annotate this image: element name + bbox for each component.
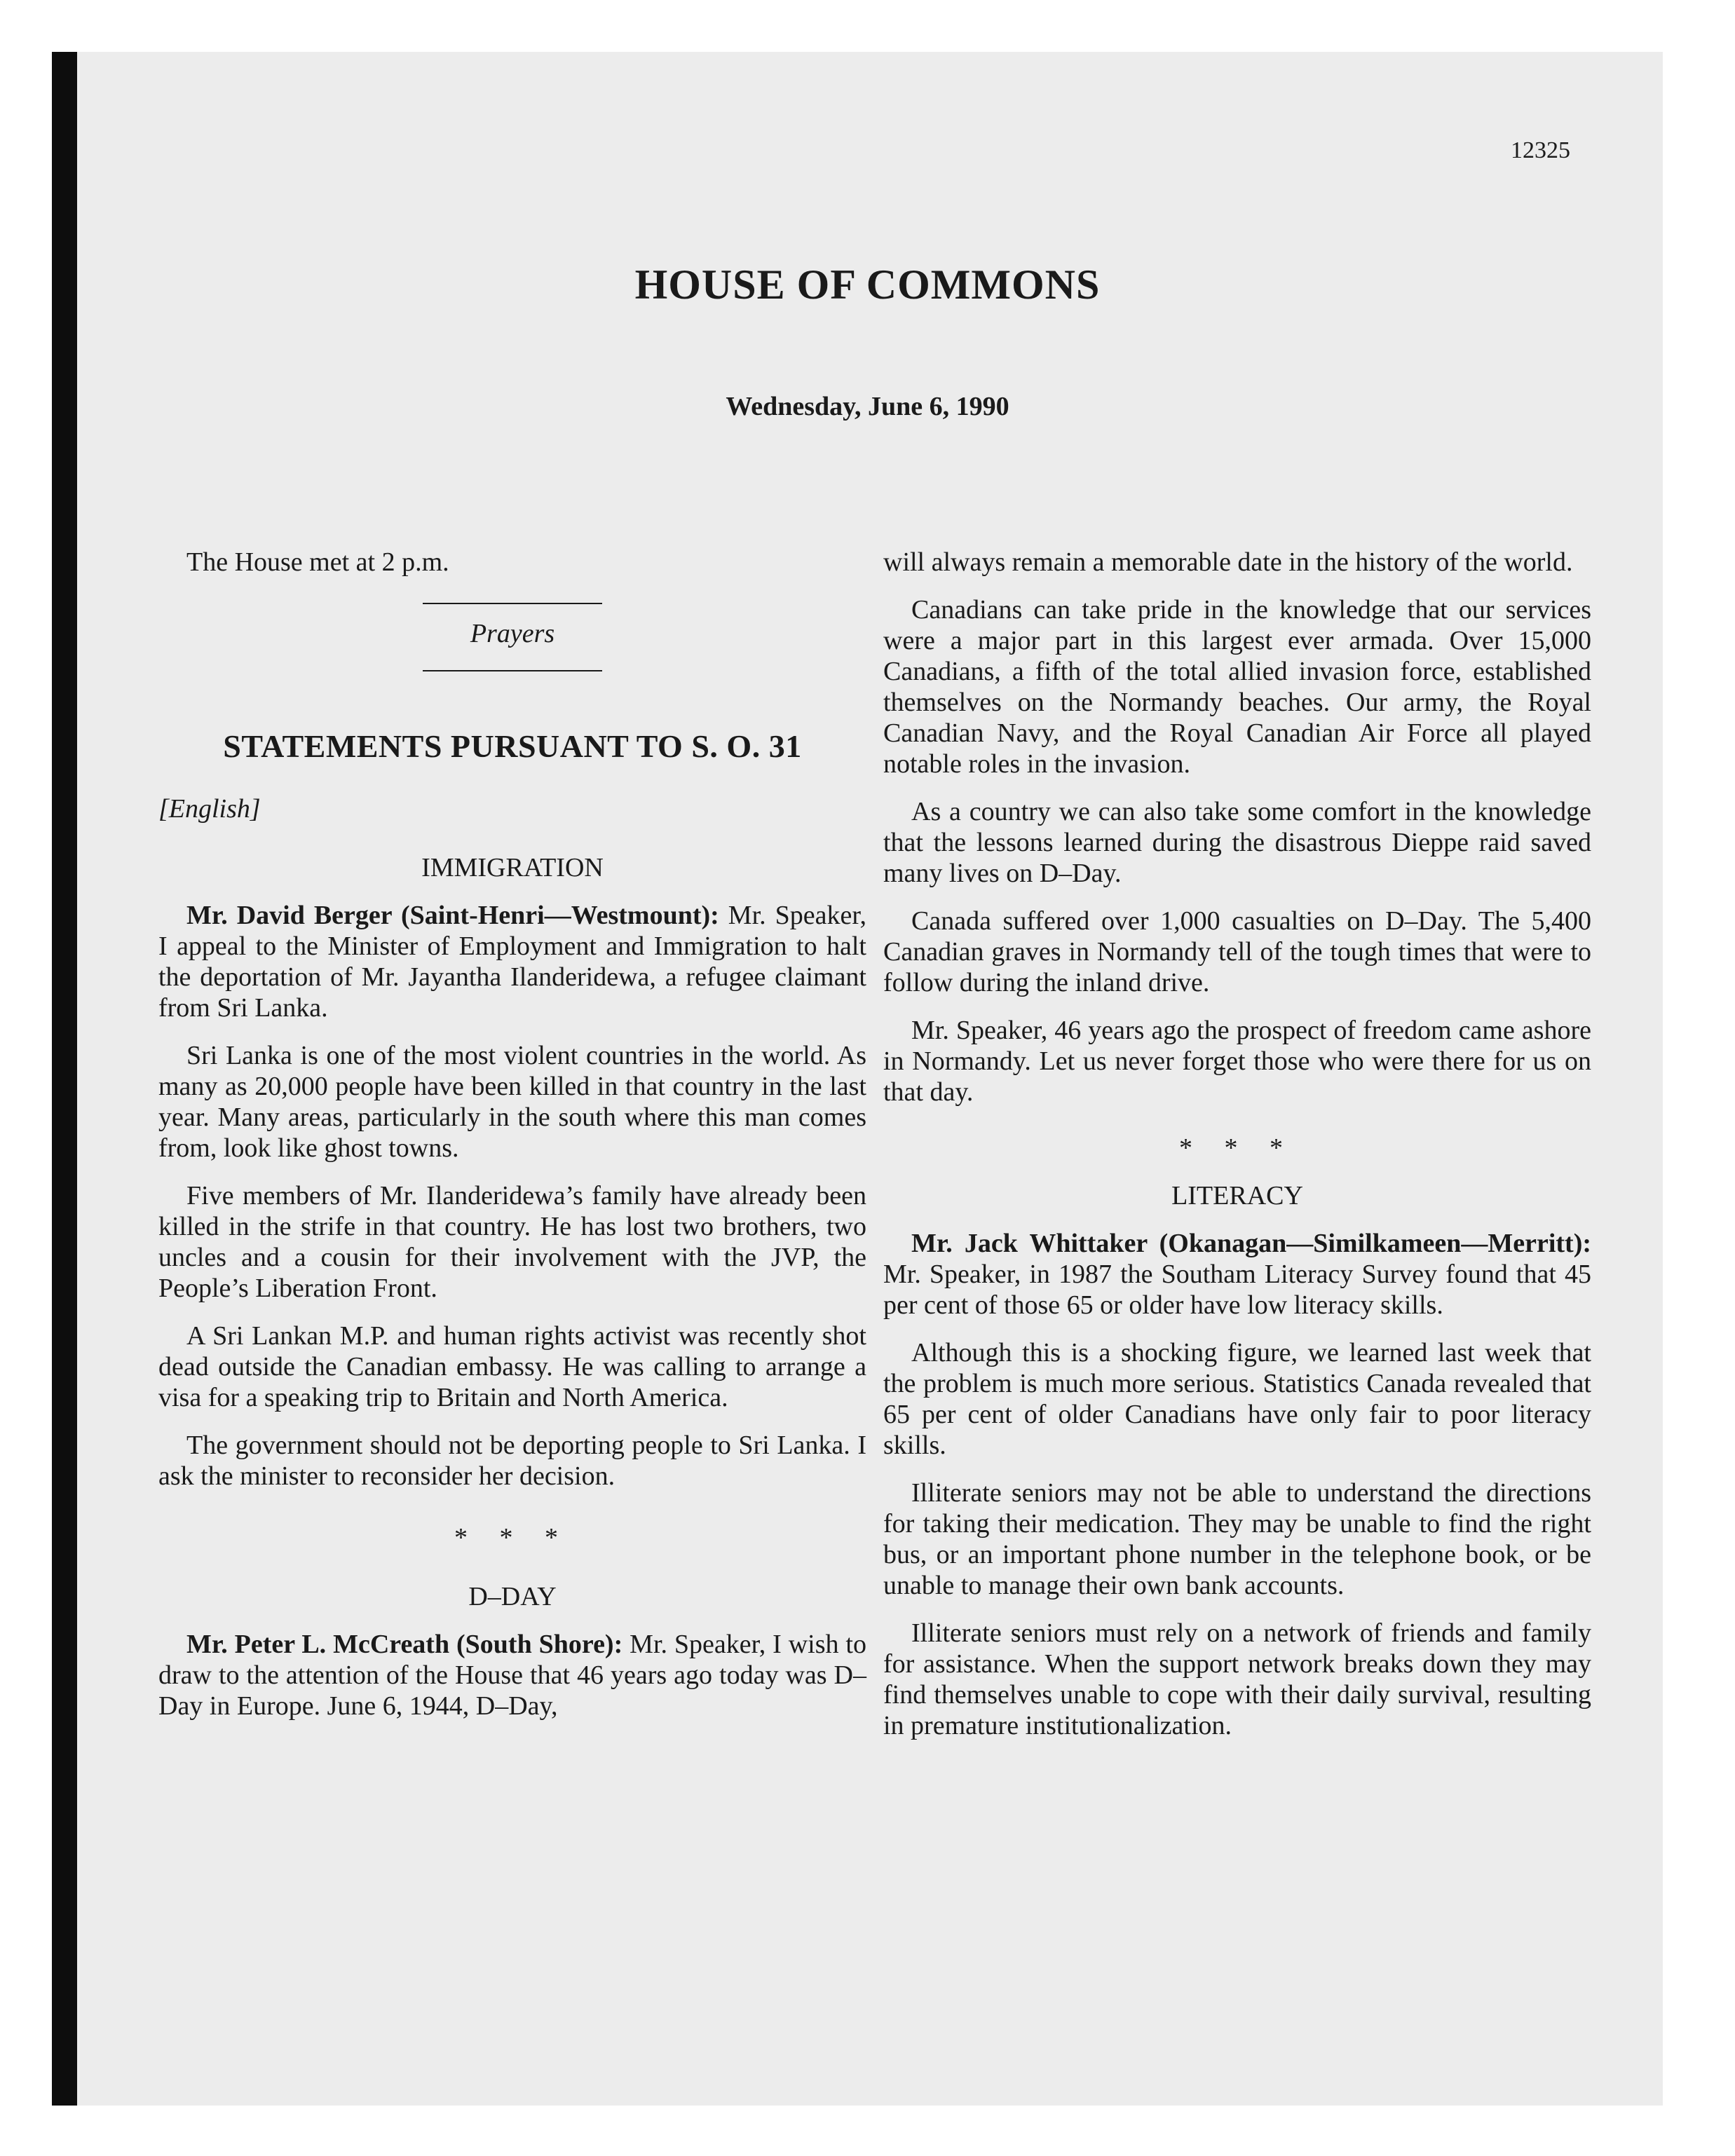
section-separator: * * * [1179, 1133, 1295, 1163]
section-heading: STATEMENTS PURSUANT TO S. O. 31 [223, 728, 802, 764]
statement-paragraph: Canada suffered over 1,000 casualties on D–Day. The 5,400 Canadian graves in Normandy tell of the tough times that were to follow during the inland drive. [883, 906, 1591, 997]
language-tag: [English] [158, 794, 261, 824]
subject-heading-literacy: LITERACY [1171, 1181, 1303, 1210]
subject-heading-immigration: IMMIGRATION [421, 853, 604, 882]
sitting-date: Wednesday, June 6, 1990 [726, 392, 1009, 421]
statement-paragraph [158, 1629, 866, 1721]
statement-paragraph: Five members of Mr. Ilanderidewa’s family have already been killed in the strife in that country. He has lost two brothers, two uncles and a cousin for their involvement with the JVP, the People’s Liberation Front. [158, 1181, 866, 1303]
statement-text: Mr. Speaker, in 1987 the Southam Literacy Survey found that 45 per cent of those 65 or older have low literacy skills. [883, 1260, 1591, 1320]
statement-text: Mr. Speaker, I wish to draw to the attention of the House that 46 years ago today was D–Day in Europe. June 6, 1944, D–Day, [158, 1630, 866, 1721]
binding-edge [52, 52, 77, 2106]
page-number: 12325 [1511, 137, 1570, 163]
statement-paragraph: Canadians can take pride in the knowledge that our services were a major part in this largest ever armada. Over 15,000 Canadians, a fifth of the total allied invasion force, established themselves on the Normandy beaches. Our army, the Royal Canadian Navy, and the Royal Canadian Air Force all played notable roles in the invasion. [883, 595, 1591, 779]
divider-rule [423, 670, 602, 671]
statement-paragraph: Mr. Speaker, 46 years ago the prospect of freedom came ashore in Normandy. Let us never forget those who were there for us on that day. [883, 1016, 1591, 1107]
right-column [883, 547, 1591, 1758]
left-column [158, 547, 866, 1738]
statement-paragraph: A Sri Lankan M.P. and human rights activist was recently shot dead outside the Canadian embassy. He was calling to arrange a visa for a speaking trip to Britain and North America. [158, 1321, 866, 1412]
subject-heading-dday: D–DAY [468, 1582, 557, 1611]
statement-paragraph [158, 900, 866, 1023]
prayers-label: Prayers [470, 619, 555, 648]
statement-paragraph: The government should not be deporting people to Sri Lanka. I ask the minister to reconsider her decision. [158, 1431, 866, 1491]
statement-paragraph: Although this is a shocking figure, we learned last week that the problem is much more serious. Statistics Canada revealed that 65 per cent of older Canadians have only fair to poor literacy skills. [883, 1338, 1591, 1460]
statement-paragraph: Illiterate seniors must rely on a network of friends and family for assistance. When the support network breaks down they may find themselves unable to cope with their daily survival, resulting in premature institutionalization. [883, 1618, 1591, 1740]
page-title: HOUSE OF COMMONS [634, 261, 1101, 308]
statement-paragraph: Sri Lanka is one of the most violent countries in the world. As many as 20,000 people have been killed in that country in the last year. Many areas, particularly in the south where this man comes from, look like ghost towns. [158, 1041, 866, 1163]
divider-rule [423, 603, 602, 604]
section-separator: * * * [454, 1523, 571, 1553]
statement-paragraph: As a country we can also take some comfort in the knowledge that the lessons learned during the disastrous Dieppe raid saved many lives on D–Day. [883, 797, 1591, 888]
statement-paragraph: will always remain a memorable date in the history of the world. [883, 547, 1573, 577]
speaker-name: Mr. Jack Whittaker (Okanagan—Similkameen—Merritt): [911, 1229, 1591, 1258]
statement-paragraph: Illiterate seniors may not be able to understand the directions for taking their medication. They may be unable to find the right bus, or an important phone number in the telephone book, or be unable to manage their own bank accounts. [883, 1478, 1591, 1600]
sitting-time: The House met at 2 p.m. [186, 547, 449, 577]
statement-paragraph [883, 1228, 1591, 1321]
speaker-name: Mr. Peter L. McCreath (South Shore): [186, 1630, 623, 1659]
speaker-name: Mr. David Berger (Saint-Henri—Westmount): [186, 901, 719, 930]
statement-text: Mr. Speaker, I appeal to the Minister of Employment and Immigration to halt the deportation of Mr. Jayantha Ilanderidewa, a refugee claimant from Sri Lanka. [158, 901, 866, 1023]
